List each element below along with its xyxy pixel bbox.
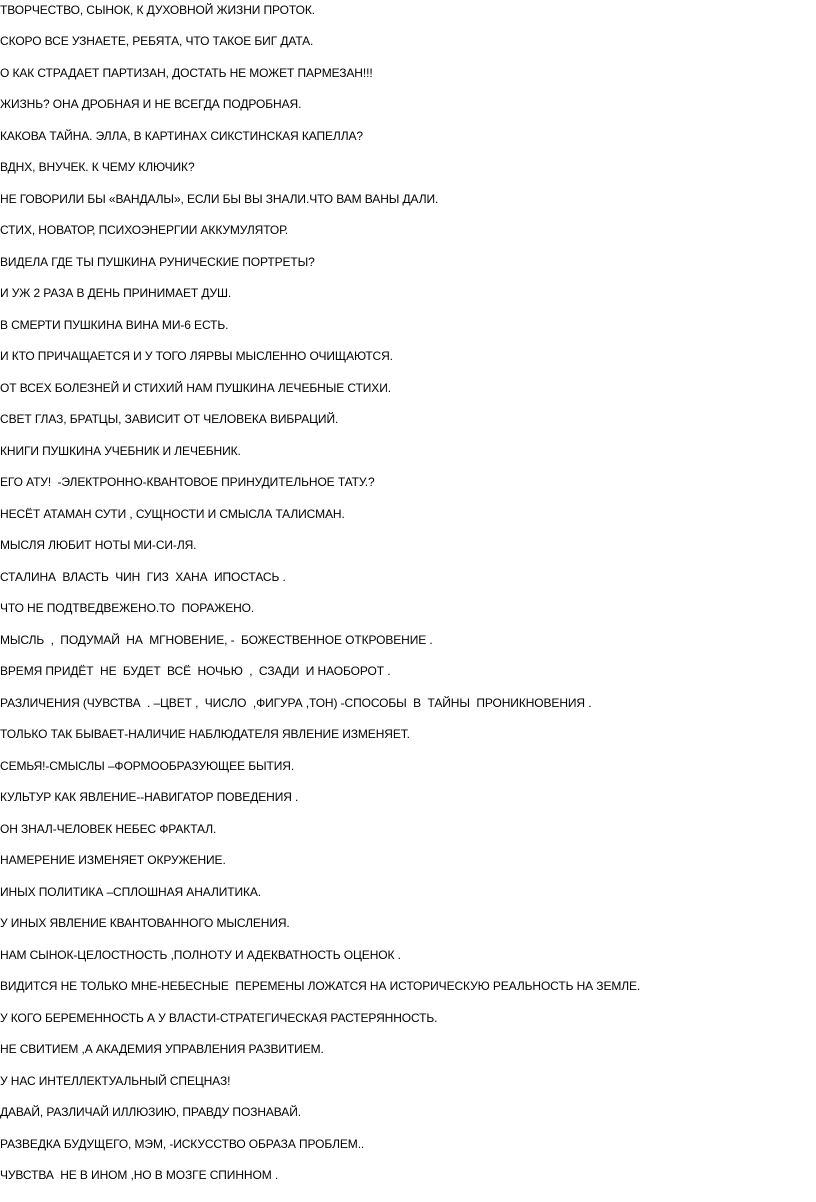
text-line: ЕГО АТУ! -ЭЛЕКТРОННО-КВАНТОВОЕ ПРИНУДИТЕЛЬНОЕ ТАТУ.?	[0, 475, 375, 489]
text-line: СЕМЬЯ!-СМЫСЛЫ –ФОРМООБРАЗУЮЩЕЕ БЫТИЯ.	[0, 759, 295, 773]
text-line: ЖИЗНЬ? ОНА ДРОБНАЯ И НЕ ВСЕГДА ПОДРОБНАЯ.	[0, 97, 302, 111]
text-line: РАЗВЕДКА БУДУЩЕГО, МЭМ, -ИСКУССТВО ОБРАЗА ПРОБЛЕМ..	[0, 1137, 365, 1151]
text-line: И КТО ПРИЧАЩАЕТСЯ И У ТОГО ЛЯРВЫ МЫСЛЕННО ОЧИЩАЮТСЯ.	[0, 349, 393, 363]
text-line: ЧТО НЕ ПОДТВЕДВЕЖЕНО.ТО ПОРАЖЕНО.	[0, 601, 255, 615]
text-line: ВИДЕЛА ГДЕ ТЫ ПУШКИНА РУНИЧЕСКИЕ ПОРТРЕТЫ?	[0, 255, 315, 269]
text-line: РАЗЛИЧЕНИЯ (ЧУВСТВА . –ЦВЕТ , ЧИСЛО ,ФИГУРА ,ТОН) -СПОСОБЫ В ТАЙНЫ ПРОНИКНОВЕНИЯ .	[0, 696, 592, 710]
text-line: СТИХ, НОВАТОР, ПСИХОЭНЕРГИИ АККУМУЛЯТОР.	[0, 223, 289, 237]
text-line: НЕСЁТ АТАМАН СУТИ , СУЩНОСТИ И СМЫСЛА ТАЛИСМАН.	[0, 507, 345, 521]
text-line: СВЕТ ГЛАЗ, БРАТЦЫ, ЗАВИСИТ ОТ ЧЕЛОВЕКА ВИБРАЦИЙ.	[0, 412, 339, 426]
text-line: ВИДИТСЯ НЕ ТОЛЬКО МНЕ-НЕБЕСНЫЕ ПЕРЕМЕНЫ ЛОЖАТСЯ НА ИСТОРИЧЕСКУЮ РЕАЛЬНОСТЬ НА ЗЕМЛЕ.	[0, 979, 641, 993]
text-line: МЫСЛЬ , ПОДУМАЙ НА МГНОВЕНИЕ, - БОЖЕСТВЕННОЕ ОТКРОВЕНИЕ .	[0, 633, 433, 647]
text-line: У КОГО БЕРЕМЕННОСТЬ А У ВЛАСТИ-СТРАТЕГИЧЕСКАЯ РАСТЕРЯННОСТЬ.	[0, 1011, 438, 1025]
text-line: СКОРО ВСЕ УЗНАЕТЕ, РЕБЯТА, ЧТО ТАКОЕ БИГ ДАТА.	[0, 34, 314, 48]
text-line: ВДНХ, ВНУЧЕК. К ЧЕМУ КЛЮЧИК?	[0, 160, 195, 174]
text-line: КНИГИ ПУШКИНА УЧЕБНИК И ЛЕЧЕБНИК.	[0, 444, 241, 458]
text-line: ИНЫХ ПОЛИТИКА –СПЛОШНАЯ АНАЛИТИКА.	[0, 885, 262, 899]
text-line: КУЛЬТУР КАК ЯВЛЕНИЕ--НАВИГАТОР ПОВЕДЕНИЯ .	[0, 790, 299, 804]
text-line: МЫСЛЯ ЛЮБИТ НОТЫ МИ-СИ-ЛЯ.	[0, 538, 197, 552]
text-line: СТАЛИНА ВЛАСТЬ ЧИН ГИЗ ХАНА ИПОСТАСЬ .	[0, 570, 286, 584]
text-line: И УЖ 2 РАЗА В ДЕНЬ ПРИНИМАЕТ ДУШ.	[0, 286, 232, 300]
text-line: У ИНЫХ ЯВЛЕНИЕ КВАНТОВАННОГО МЫСЛЕНИЯ.	[0, 916, 290, 930]
text-line: ОН ЗНАЛ-ЧЕЛОВЕК НЕБЕС ФРАКТАЛ.	[0, 822, 217, 836]
text-line: НЕ ГОВОРИЛИ БЫ «ВАНДАЛЫ», ЕСЛИ БЫ ВЫ ЗНАЛИ.ЧТО ВАМ ВАНЫ ДАЛИ.	[0, 192, 439, 206]
text-line: ДАВАЙ, РАЗЛИЧАЙ ИЛЛЮЗИЮ, ПРАВДУ ПОЗНАВАЙ.	[0, 1105, 301, 1119]
text-line: НАМ СЫНОК-ЦЕЛОСТНОСТЬ ,ПОЛНОТУ И АДЕКВАТНОСТЬ ОЦЕНОК .	[0, 948, 401, 962]
text-line: НАМЕРЕНИЕ ИЗМЕНЯЕТ ОКРУЖЕНИЕ.	[0, 853, 226, 867]
text-line: ТВОРЧЕСТВО, СЫНОК, К ДУХОВНОЙ ЖИЗНИ ПРОТОК.	[0, 3, 315, 17]
text-line: КАКОВА ТАЙНА. ЭЛЛА, В КАРТИНАХ СИКСТИНСКАЯ КАПЕЛЛА?	[0, 129, 363, 143]
text-line: ОТ ВСЕХ БОЛЕЗНЕЙ И СТИХИЙ НАМ ПУШКИНА ЛЕЧЕБНЫЕ СТИХИ.	[0, 381, 391, 395]
text-line: ВРЕМЯ ПРИДЁТ НЕ БУДЕТ ВСЁ НОЧЬЮ , СЗАДИ И НАОБОРОТ .	[0, 664, 391, 678]
text-line: В СМЕРТИ ПУШКИНА ВИНА МИ-6 ЕСТЬ.	[0, 318, 229, 332]
text-line: НЕ СВИТИЕМ ,А АКАДЕМИЯ УПРАВЛЕНИЯ РАЗВИТИЕМ.	[0, 1042, 324, 1056]
text-line: ТОЛЬКО ТАК БЫВАЕТ-НАЛИЧИЕ НАБЛЮДАТЕЛЯ ЯВЛЕНИЕ ИЗМЕНЯЕТ.	[0, 727, 410, 741]
text-line: О КАК СТРАДАЕТ ПАРТИЗАН, ДОСТАТЬ НЕ МОЖЕТ ПАРМЕЗАН!!!	[0, 66, 373, 80]
text-line: ЧУВСТВА НЕ В ИНОМ ,НО В МОЗГЕ СПИННОМ .	[0, 1168, 279, 1182]
text-line: У НАС ИНТЕЛЛЕКТУАЛЬНЫЙ СПЕЦНАЗ!	[0, 1074, 231, 1088]
